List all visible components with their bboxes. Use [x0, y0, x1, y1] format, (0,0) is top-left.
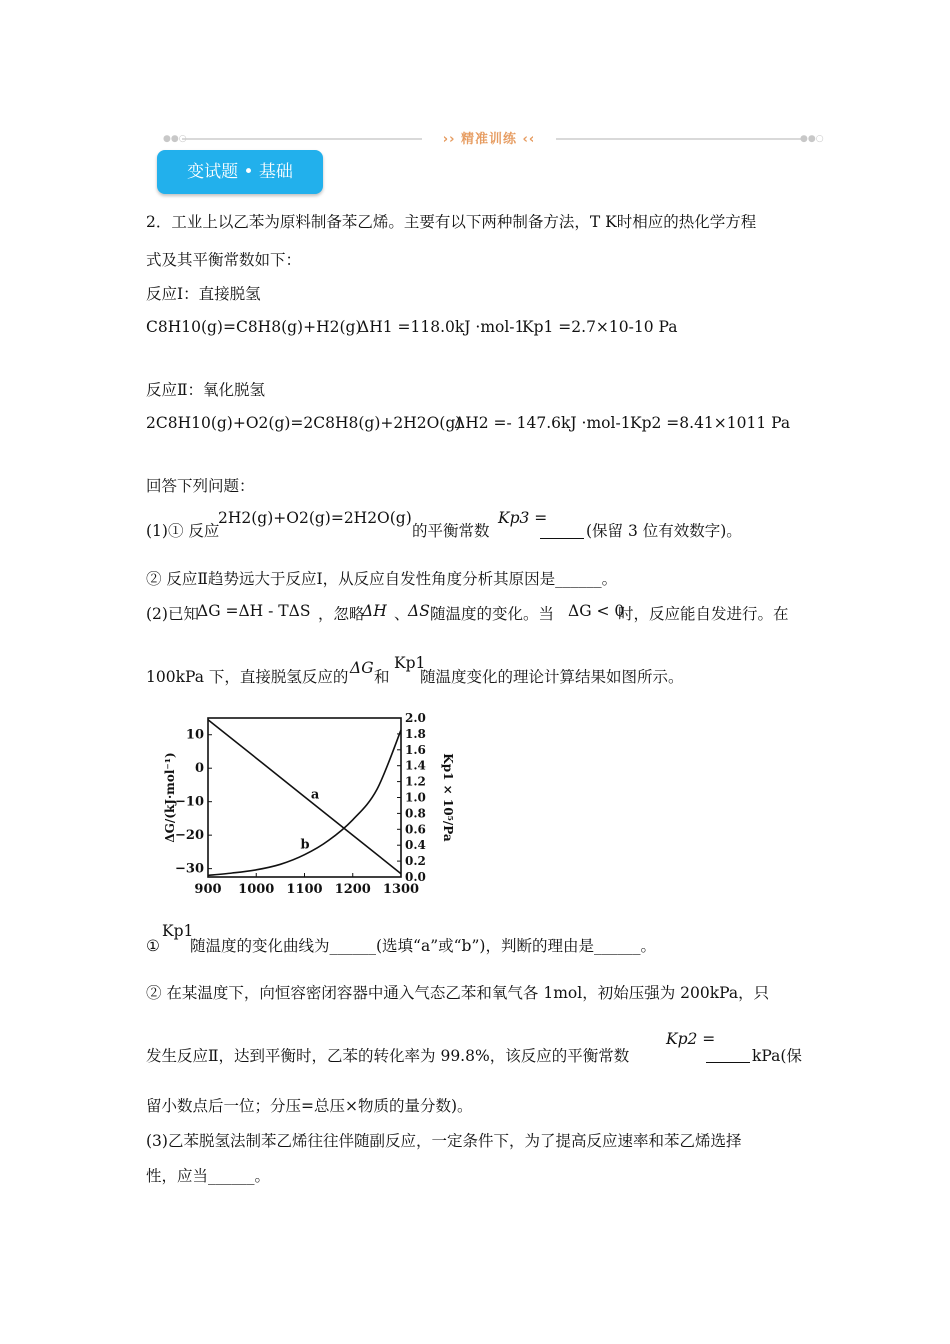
q2-suffix: 时，反应能自发进行。在 [618, 605, 789, 623]
q1a-suffix: (保留 3 位有效数字)。 [586, 522, 742, 540]
reaction-2-title: 反应Ⅱ：氧化脱氢 [146, 381, 266, 399]
y-left-tick-label: −30 [175, 861, 204, 877]
q2b-line2-prefix: 发生反应Ⅱ，达到平衡时，乙苯的转化率为 99.8%，该反应的平衡常数 [146, 1047, 630, 1065]
x-tick-label: 1100 [286, 882, 323, 897]
dg-symbol: ΔG [350, 659, 374, 677]
chart-layer [163, 711, 455, 897]
equation-1-enthalpy: ΔH1 =118.0kJ ·mol-1 [358, 318, 525, 336]
y-right-tick-label: 1.0 [405, 790, 426, 805]
equation-2-k: Kp2 =8.41×1011 Pa [630, 414, 791, 432]
y-left-tick-label: 10 [185, 727, 204, 743]
equation-1 [146, 318, 361, 336]
ask-text: 回答下列问题： [146, 477, 255, 495]
equation-3: 2H2(g)+O2(g)=2H2O(g) [218, 509, 412, 527]
x-tick-label: 1000 [238, 882, 275, 897]
question-intro-1: 2．工业上以乙苯为原料制备苯乙烯。主要有以下两种制备方法，T K时相应的热化学方程 [146, 213, 757, 231]
gibbs-formula: ΔG =ΔH - TΔS [197, 602, 311, 620]
x-tick-label: 900 [194, 882, 222, 897]
q1a-prefix: (1)① 反应 [146, 522, 220, 540]
y-right-tick-label: 0.0 [405, 870, 426, 884]
series-label-b: b [300, 837, 310, 853]
y-right-tick-label: 0.6 [405, 822, 426, 837]
q2-mid3: 随温度的变化。当 [430, 605, 555, 623]
q2b-line2-suffix: kPa(保 [752, 1047, 802, 1065]
banner-dots-right: ●●○ [800, 134, 824, 144]
y-right-tick-label: 1.4 [405, 758, 426, 773]
q3-line2: 性，应当______。 [146, 1167, 271, 1185]
y-right-axis-title: Kp1 × 10⁵/Pa [441, 753, 455, 842]
banner-dots-left: ●●○ [163, 134, 187, 144]
banner-title-text: 精准训练 [460, 132, 517, 147]
y-right-tick-label: 1.6 [405, 742, 426, 757]
x-tick-label: 1200 [334, 882, 371, 897]
banner-line-left [182, 138, 422, 140]
kp2-symbol: Kp2 = [666, 1030, 716, 1048]
q2-prefix: (2)已知 [146, 605, 199, 623]
banner-title [433, 130, 545, 150]
q2a-text: 随温度的变化曲线为______(选填“a”或“b”)，判断的理由是______。 [190, 937, 656, 955]
ds-symbol: ΔS [408, 602, 430, 620]
y-right-tick-label: 2.0 [405, 711, 426, 725]
equation-1-k: Kp1 =2.7×10-10 Pa [522, 318, 678, 336]
y-left-tick-label: −20 [175, 828, 204, 844]
chart [150, 708, 455, 900]
section-badge: 变试题 • 基础 [157, 150, 323, 194]
q2-line2-suffix: 随温度变化的理论计算结果如图所示。 [420, 668, 684, 686]
q1a-mid: 的平衡常数 [412, 522, 490, 540]
q2-mid1: ，忽略 [318, 605, 365, 623]
y-left-tick-label: −10 [175, 794, 204, 810]
kp1-symbol-2: Kp1 [162, 922, 194, 940]
kp3-symbol: Kp3 = [498, 509, 548, 527]
banner-deco-left: ›› [442, 132, 456, 147]
dg-condition: ΔG < 0 [568, 602, 625, 620]
equation-2-enthalpy: ΔH2 =- 147.6kJ ·mol-1 [454, 414, 631, 432]
dh-symbol: ΔH [362, 602, 387, 620]
q2b-line1: ② 在某温度下，向恒容密闭容器中通入气态乙苯和氧气各 1mol，初始压强为 200kPa，只 [146, 984, 770, 1002]
equation-2-lhs: 2C8H10(g)+O2(g)=2C8H8(g)+2H2O(g) [146, 414, 462, 432]
series-line-b [208, 730, 401, 876]
q2-mid2: 、 [394, 605, 410, 623]
question-intro-2: 式及其平衡常数如下： [146, 251, 302, 269]
kp1-symbol: Kp1 [394, 654, 426, 672]
q2-line2-and: 和 [374, 668, 390, 686]
y-right-tick-label: 1.8 [405, 726, 426, 741]
answer-blank-kp2[interactable] [706, 1047, 750, 1063]
q2-line2-prefix: 100kPa 下，直接脱氢反应的 [146, 668, 349, 686]
series-label-a: a [310, 787, 320, 803]
answer-blank-kp3[interactable] [540, 523, 584, 539]
q2a-prefix: ① [146, 937, 160, 955]
q1b-text: ② 反应Ⅱ趋势远大于反应Ⅰ，从反应自发性角度分析其原因是______。 [146, 570, 618, 588]
q2b-line3: 留小数点后一位；分压=总压×物质的量分数)。 [146, 1097, 473, 1115]
q3-line1: (3)乙苯脱氢法制苯乙烯往往伴随副反应，一定条件下，为了提高反应速率和苯乙烯选择 [146, 1132, 742, 1150]
y-right-tick-label: 0.8 [405, 806, 426, 821]
banner-deco-right: ‹‹ [522, 132, 536, 147]
y-right-tick-label: 0.4 [405, 838, 426, 853]
x-tick-label: 1300 [382, 882, 420, 897]
banner-line-right [556, 138, 802, 140]
reaction-1-title: 反应Ⅰ：直接脱氢 [146, 285, 261, 303]
y-right-tick-label: 1.2 [405, 774, 426, 789]
y-left-tick-label: 0 [194, 761, 204, 777]
y-left-axis-title: ΔG/(kJ·mol⁻¹) [163, 752, 177, 843]
equation-1-lhs: C8H10(g)=C8H8(g)+H2(g) [146, 318, 362, 336]
y-right-tick-label: 0.2 [405, 854, 426, 869]
